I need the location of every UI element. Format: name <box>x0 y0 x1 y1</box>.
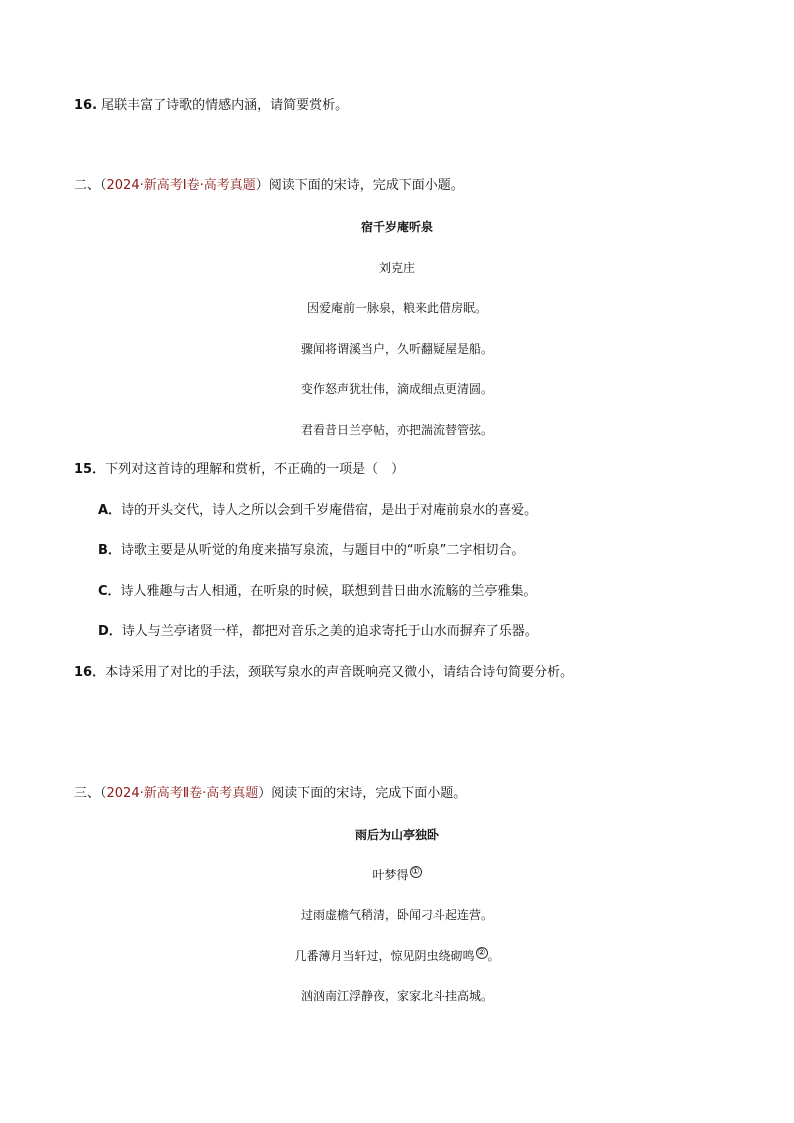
section-instruction: ）阅读下面的宋诗，完成下面小题。 <box>258 786 467 801</box>
option-letter: C． <box>98 584 121 599</box>
poem-line <box>0 947 794 965</box>
option-text: 诗歌主要是从听觉的角度来描写泉流，与题目中的“听泉”二字相切合。 <box>120 543 525 558</box>
section-instruction: ）阅读下面的宋诗，完成下面小题。 <box>255 178 464 193</box>
footnote-marker: ② <box>477 948 486 958</box>
section-3-heading <box>74 785 466 803</box>
poem-line: 骤闻将谓溪当户，久听翻疑屋是船。 <box>300 342 493 356</box>
poem-line-text: 几番薄月当轩过，惊见阴虫绕砌鸣 <box>294 949 475 963</box>
option-letter: D． <box>98 624 122 639</box>
poem-author-name: 叶梦得 <box>372 868 409 882</box>
section-source: 2024·新高考Ⅰ卷·高考真题 <box>106 178 256 193</box>
question-number: 16． <box>74 665 106 680</box>
poem-line: 君看昔日兰亭帖，亦把湍流替管弦。 <box>300 423 493 437</box>
option-c <box>98 583 537 601</box>
poem-line-end: 。 <box>487 949 500 963</box>
poem-line: 变作怒声犹壮伟，滴成细点更清圆。 <box>300 382 493 396</box>
option-text: 诗人与兰亭诸贤一样，都把对音乐之美的追求寄托于山水而摒弃了乐器。 <box>121 624 538 639</box>
question-number: 15． <box>74 462 106 477</box>
question-15 <box>74 461 404 479</box>
poem-line: 过雨虚檐气稍清，卧闻刁斗起连营。 <box>300 908 493 922</box>
option-a <box>98 502 537 520</box>
poem-author <box>0 866 794 884</box>
option-b <box>98 542 524 560</box>
poem-line: 汹汹南江浮静夜，家家北斗挂高城。 <box>300 989 493 1003</box>
poem-title: 雨后为山亭独卧 <box>354 828 439 842</box>
poem-title: 宿千岁庵听泉 <box>360 220 433 234</box>
option-text: 诗人雅趣与古人相通，在听泉的时候，联想到昔日曲水流觞的兰亭雅集。 <box>120 584 537 599</box>
option-text: 诗的开头交代，诗人之所以会到千岁庵借宿，是出于对庵前泉水的喜爱。 <box>121 503 538 518</box>
question-16-top <box>74 97 348 115</box>
option-letter: B． <box>98 543 121 558</box>
question-number: 16. <box>74 98 98 113</box>
question-16 <box>74 664 573 682</box>
option-d <box>98 623 538 641</box>
poem-author: 刘克庄 <box>378 261 415 275</box>
question-stem: 下列对这首诗的理解和赏析，不正确的一项是（ ） <box>105 462 405 477</box>
footnote-marker: ① <box>411 867 420 877</box>
question-text: 尾联丰富了诗歌的情感内涵，请简要赏析。 <box>101 98 349 113</box>
question-text: 本诗采用了对比的手法，颈联写泉水的声音既响亮又微小，请结合诗句简要分析。 <box>105 665 574 680</box>
section-prefix: 三、（ <box>74 786 107 801</box>
section-prefix: 二、（ <box>74 178 107 193</box>
poem-line: 因爱庵前一脉泉，粮来此借房眠。 <box>306 301 487 315</box>
section-source: 2024·新高考Ⅱ卷·高考真题 <box>106 786 259 801</box>
option-letter: A． <box>98 503 122 518</box>
section-2-heading <box>74 177 464 195</box>
